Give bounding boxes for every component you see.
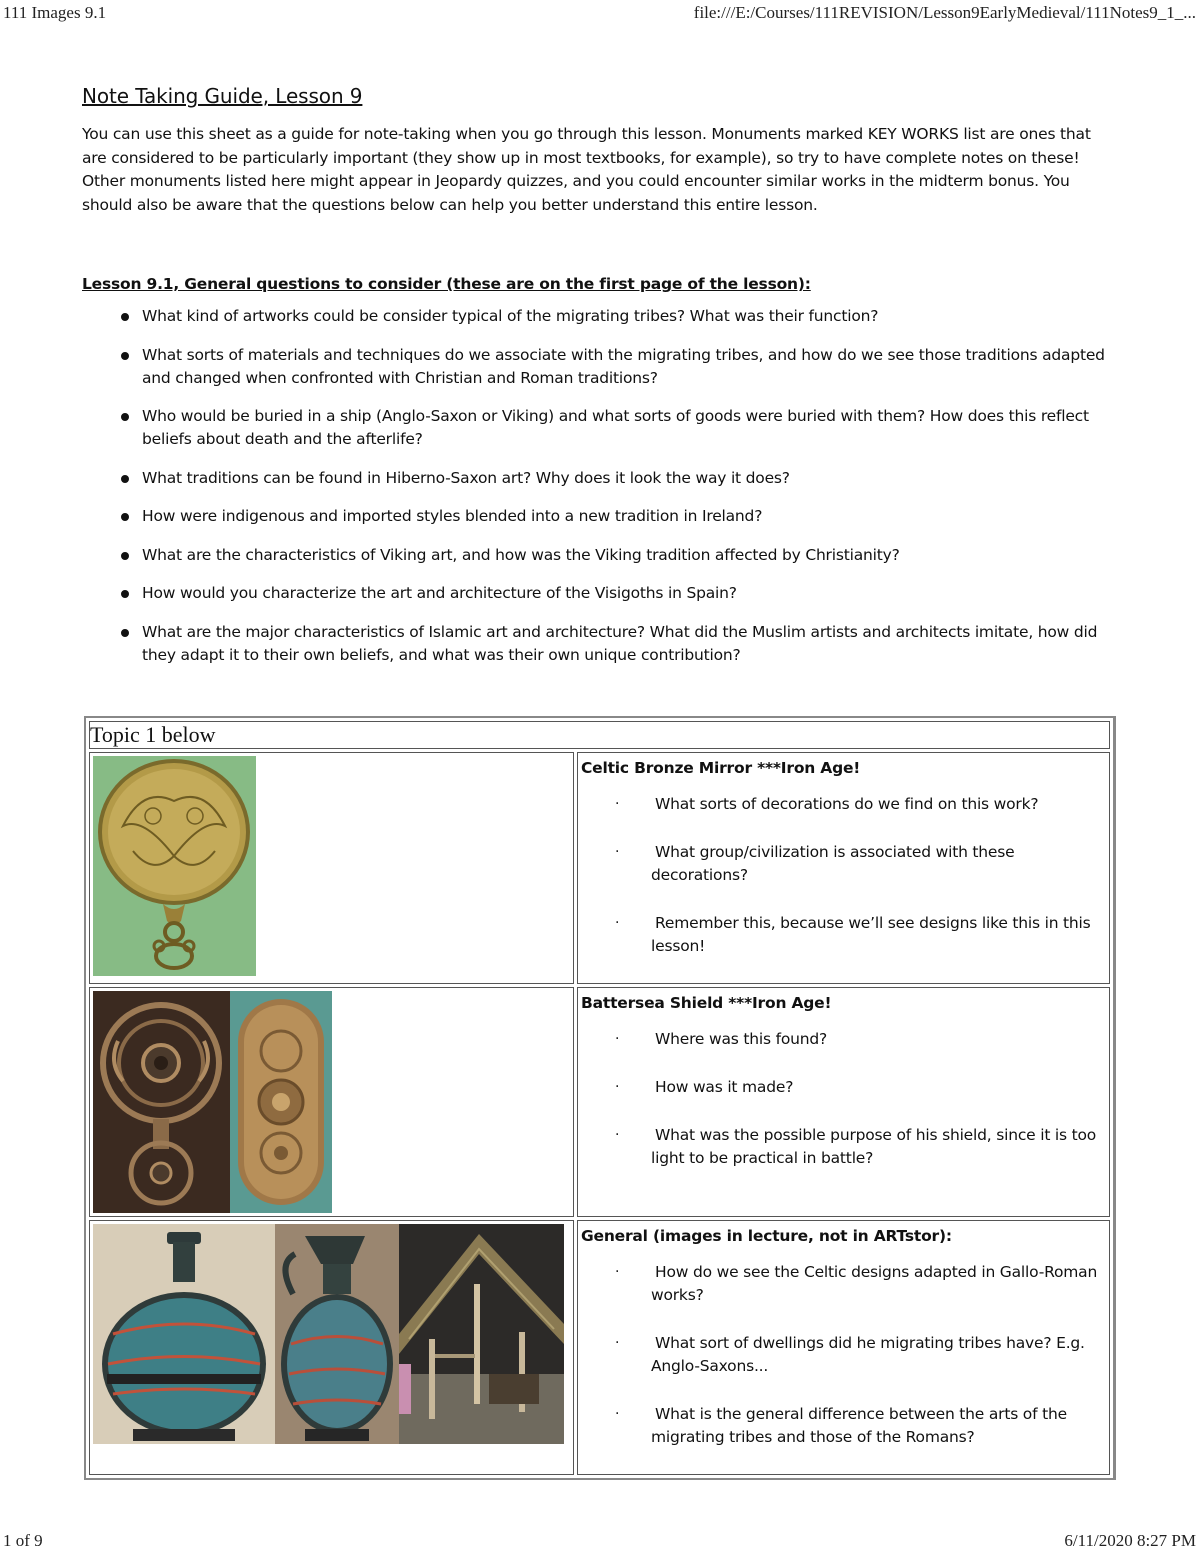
topic-questions — [581, 1261, 1104, 1449]
page-number: 1 of 9 — [3, 1531, 43, 1550]
topic-item-heading: Celtic Bronze Mirror ***Iron Age! — [581, 759, 861, 777]
section-heading: Lesson 9.1, General questions to consider (these are on the first page of the lesson): — [82, 275, 811, 293]
topic-question: · What sorts of decorations do we find on this work? — [651, 793, 1104, 816]
page-header-url: file:///E:/Courses/111REVISION/Lesson9EarlyMedieval/111Notes9_1_... — [693, 3, 1196, 22]
question-item: How were indigenous and imported styles blended into a new tradition in Ireland? — [142, 505, 1117, 528]
topic-notes-cell — [577, 752, 1110, 984]
topic-questions — [581, 793, 1104, 958]
question-item: What kind of artworks could be consider typical of the migrating tribes? What was their function? — [142, 305, 1117, 328]
topic-questions — [581, 1028, 1104, 1170]
topic-title: Topic 1 below — [89, 721, 1110, 749]
topic-question: · How do we see the Celtic designs adapted in Gallo-Roman works? — [651, 1261, 1104, 1307]
intro-paragraph: You can use this sheet as a guide for note-taking when you go through this lesson. Monuments marked KEY WORKS list are ones that are considered to be particularly important (they show up in most textbooks, for example), so try to have complete notes on these! Other monuments listed here might appear in Jeopardy quizzes, and you could encounter similar works in the midterm bonus. You should also be aware that the questions below can help you better understand this entire lesson. — [82, 125, 1091, 214]
page-header-title: 111 Images 9.1 — [3, 3, 107, 22]
anglo-saxon-dwelling-image — [399, 1224, 564, 1444]
topic-notes-cell — [577, 987, 1110, 1217]
topic-notes-cell — [577, 1220, 1110, 1475]
topic-question: · What is the general difference between the arts of the migrating tribes and those of the Romans? — [651, 1403, 1104, 1449]
celtic-mirror-image — [93, 756, 256, 976]
image-cell — [89, 752, 574, 984]
question-item: How would you characterize the art and architecture of the Visigoths in Spain? — [142, 582, 1117, 605]
topic-question: · What group/civilization is associated with these decorations? — [651, 841, 1104, 887]
enamel-vase-image — [93, 1224, 275, 1444]
print-timestamp: 6/11/2020 8:27 PM — [1064, 1531, 1196, 1550]
question-item: What sorts of materials and techniques do we associate with the migrating tribes, and how do we see those traditions adapted and changed when confronted with Christian and Roman traditions? — [142, 344, 1117, 390]
question-item: What are the characteristics of Viking art, and how was the Viking tradition affected by Christianity? — [142, 544, 1117, 567]
topic-question: · How was it made? — [651, 1076, 1104, 1099]
topic-question: · Remember this, because we’ll see designs like this in this lesson! — [651, 912, 1104, 958]
topic-question: · What was the possible purpose of his shield, since it is too light to be practical in battle? — [651, 1124, 1104, 1170]
page-title: Note Taking Guide, Lesson 9 — [82, 84, 363, 108]
topic-table — [84, 716, 1116, 1480]
topic-question: · Where was this found? — [651, 1028, 1104, 1051]
question-item: What traditions can be found in Hiberno-Saxon art? Why does it look the way it does? — [142, 467, 1117, 490]
image-cell — [89, 1220, 574, 1475]
document-body — [82, 84, 1122, 682]
battersea-shield-full-image — [230, 991, 332, 1213]
topic-item-heading: Battersea Shield ***Iron Age! — [581, 994, 832, 1012]
enamel-jug-image — [275, 1224, 399, 1444]
topic-question: · What sort of dwellings did he migrating tribes have? E.g. Anglo-Saxons... — [651, 1332, 1104, 1378]
battersea-shield-detail-image — [93, 991, 230, 1213]
topic-item-heading: General (images in lecture, not in ARTstor): — [581, 1227, 952, 1245]
question-item: What are the major characteristics of Islamic art and architecture? What did the Muslim artists and architects imitate, how did they adapt it to their own beliefs, and what was their own unique contribution? — [142, 621, 1117, 667]
image-cell — [89, 987, 574, 1217]
questions-list — [82, 305, 1122, 667]
question-item: Who would be buried in a ship (Anglo-Saxon or Viking) and what sorts of goods were buried with them? How does this reflect beliefs about death and the afterlife? — [142, 405, 1117, 451]
